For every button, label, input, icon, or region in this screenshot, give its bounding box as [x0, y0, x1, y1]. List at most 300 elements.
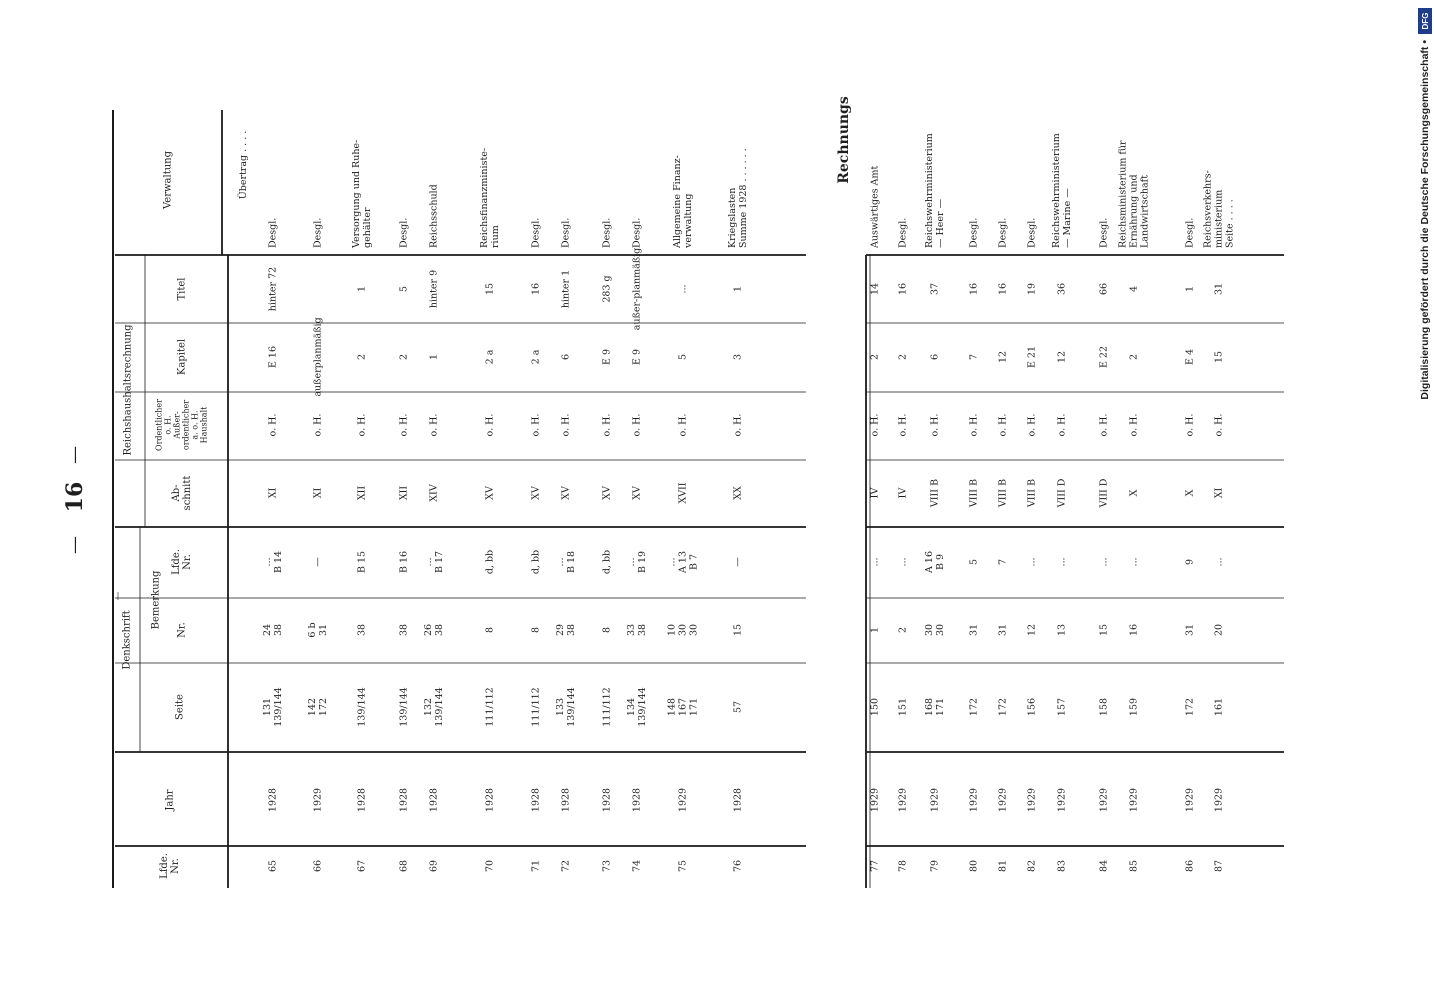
header-titel: Titel [176, 277, 188, 301]
table-row [262, 218, 284, 872]
row-verwaltung: Summe 1928 . . . . . . [738, 148, 749, 248]
row-abschnitt: IV [869, 487, 881, 499]
row-haushalt: o. H. [560, 413, 572, 437]
page-number [62, 446, 88, 554]
attribution-text: Digitalisierung gefördert durch die Deutsche Forschungsgemeinschaft • [1419, 40, 1431, 400]
header-jahr: Jahr [164, 789, 176, 811]
row-abschnitt: X [1128, 489, 1140, 497]
row-jahr: 1929 [312, 787, 324, 813]
row-jahr: 1928 [601, 787, 613, 813]
row-verwaltung: Desgl. [601, 217, 613, 248]
row-bemerkung-lfde: d, bb [530, 549, 542, 575]
row-abschnitt: VIII B [968, 478, 980, 508]
row-bemerkung-nr: 30 [935, 623, 946, 637]
row-haushalt: o. H. [267, 413, 279, 437]
row-bemerkung-lfde: ... [897, 557, 909, 567]
table-row [479, 148, 501, 872]
row-haushalt: o. H. [968, 413, 980, 437]
row-abschnitt: VIII B [929, 478, 941, 508]
row-nr: 65 [267, 859, 279, 873]
row-haushalt: o. H. [601, 413, 613, 437]
row-verwaltung: Reichsschuld [428, 184, 440, 248]
row-haushalt: o. H. [1213, 413, 1225, 437]
row-bemerkung-nr: 6 b [307, 622, 318, 638]
table-row [602, 218, 613, 872]
row-verwaltung: Desgl. [897, 217, 909, 248]
row-bemerkung-lfde: B 15 [356, 550, 368, 574]
row-nr: 72 [560, 859, 572, 873]
row-bemerkung-lfde: ... [555, 557, 566, 567]
row-bemerkung-lfde: — [732, 557, 744, 567]
header-haushalt: a. o. H. [190, 410, 200, 440]
row-bemerkung-nr: 31 [318, 623, 329, 637]
table-row [531, 218, 542, 872]
section-heading: Rechnungs [836, 96, 852, 184]
row-haushalt: o. H. [997, 413, 1009, 437]
row-seite: 151 [897, 697, 909, 717]
header-reichshaushaltsrechnung: Reichshaushaltsrechnung [122, 324, 134, 456]
row-bemerkung-lfde: ... [1128, 557, 1140, 567]
header-bem-nr: Nr. [176, 622, 188, 638]
row-haushalt: o. H. [484, 413, 496, 437]
table-row [1118, 140, 1151, 872]
row-kapitel: 12 [1056, 350, 1068, 364]
row-abschnitt: IV [897, 487, 909, 499]
row-bemerkung-nr: 33 [626, 623, 637, 637]
row-titel: hinter 1 [560, 269, 572, 309]
row-titel: 16 [968, 282, 980, 296]
row-seite: 131 [262, 697, 273, 717]
row-jahr: 1928 [631, 787, 643, 813]
row-seite: 172 [1184, 697, 1196, 717]
row-bemerkung-nr: 26 [423, 623, 434, 637]
row-bemerkung-nr: 1 [869, 626, 881, 634]
row-kapitel: E 16 [267, 345, 279, 369]
row-nr: 75 [677, 859, 689, 873]
row-seite: 161 [1213, 697, 1225, 717]
row-jahr: 1929 [1026, 787, 1038, 813]
row-abschnitt: XV [560, 486, 572, 500]
row-seite: 139/144 [398, 687, 410, 727]
row-verwaltung: Reichsministerium für [1117, 140, 1129, 248]
row-verwaltung: ministerium [1213, 189, 1225, 248]
row-nr: 69 [428, 859, 440, 873]
row-seite: 157 [1056, 697, 1068, 717]
row-titel: 14 [869, 282, 881, 296]
row-seite: 57 [732, 700, 744, 714]
row-abschnitt: X [1184, 489, 1196, 497]
row-haushalt: o. H. [312, 413, 324, 437]
row-seite: 111/112 [484, 687, 496, 727]
row-jahr: 1928 [484, 787, 496, 813]
row-abschnitt: XI [267, 487, 279, 499]
row-bemerkung-nr: 16 [1128, 623, 1140, 637]
page-number-text: 16 [62, 481, 88, 513]
row-titel: außer-planmäßig [631, 247, 643, 331]
row-seite: 111/112 [601, 687, 613, 727]
row-nr: 83 [1056, 859, 1068, 873]
row-titel: 283 g [601, 275, 613, 303]
row-nr: 76 [732, 859, 744, 873]
row-haushalt: o. H. [732, 413, 744, 437]
row-titel: 31 [1213, 282, 1225, 296]
row-kapitel: 2 [398, 353, 410, 361]
row-haushalt: o. H. [1026, 413, 1038, 437]
row-verwaltung: Landwirtschaft [1139, 174, 1151, 248]
table-row [1203, 170, 1236, 872]
row-bemerkung-nr: 30 [688, 623, 700, 637]
row-bemerkung-lfde: ... [262, 557, 273, 567]
row-bemerkung-lfde: 5 [968, 558, 980, 566]
row-titel: 1 [732, 285, 744, 293]
table-body [262, 133, 1236, 872]
row-bemerkung-nr: 30 [924, 623, 935, 637]
header-haushalt: Ordentlicher [154, 399, 164, 451]
header-bemerkung: Bemerkung [150, 570, 162, 630]
row-bemerkung-nr: 29 [555, 623, 566, 637]
header-haushalt: ordentlicher [181, 399, 191, 451]
row-abschnitt: VIII B [1026, 478, 1038, 508]
row-kapitel: 2 a [530, 349, 542, 365]
row-verwaltung: — Marine — [1062, 188, 1073, 248]
table-row [969, 218, 980, 872]
row-seite: 172 [318, 697, 329, 717]
row-verwaltung: Desgl. [1098, 217, 1110, 248]
row-abschnitt: VIII D [1098, 478, 1110, 508]
row-verwaltung: Desgl. [968, 217, 980, 248]
row-jahr: 1928 [267, 787, 279, 813]
row-jahr: 1928 [560, 787, 572, 813]
row-bemerkung-lfde: A 13 [677, 551, 689, 573]
row-bemerkung-lfde: d, bb [601, 549, 613, 575]
row-seite: 132 [423, 697, 434, 717]
row-haushalt: o. H. [428, 413, 440, 437]
row-kapitel: 7 [968, 353, 980, 361]
page-number-dash-left: — [64, 536, 85, 554]
row-nr: 86 [1184, 859, 1196, 873]
row-titel: 37 [929, 282, 941, 296]
row-jahr: 1929 [997, 787, 1009, 813]
row-bemerkung-nr: 12 [1026, 623, 1038, 637]
header-haushalt: o. H. [163, 415, 173, 435]
row-verwaltung: Auswärtiges Amt [869, 165, 881, 248]
row-seite: 111/112 [530, 687, 542, 727]
row-bemerkung-lfde: ... [1098, 557, 1110, 567]
table-row [626, 218, 648, 872]
row-bemerkung-lfde: B 16 [398, 550, 410, 574]
row-bemerkung-nr: 38 [434, 623, 445, 637]
row-seite: 167 [677, 697, 689, 717]
row-jahr: 1929 [869, 787, 881, 813]
row-bemerkung-nr: 24 [262, 623, 273, 637]
header-bem-lfde-nr: Lfde. [171, 549, 182, 575]
table-row [924, 133, 946, 872]
row-nr: 80 [968, 859, 980, 873]
row-bemerkung-lfde: — [312, 557, 324, 567]
row-nr: 79 [929, 859, 941, 873]
row-verwaltung: Desgl. [1026, 217, 1038, 248]
row-verwaltung: Ernährung und [1128, 174, 1140, 248]
row-seite: 172 [968, 697, 980, 717]
row-bemerkung-lfde: d, bb [484, 549, 496, 575]
row-titel: ... [677, 284, 689, 294]
row-kapitel: 2 a [484, 349, 496, 365]
row-haushalt: o. H. [869, 413, 881, 437]
row-titel: 16 [997, 282, 1009, 296]
row-bemerkung-lfde: ... [869, 557, 881, 567]
row-titel: hinter 72 [267, 266, 279, 312]
header-denkschrift: Denkschrift [121, 610, 133, 670]
row-kapitel: 6 [929, 353, 941, 361]
row-bemerkung-nr: 8 [484, 626, 496, 634]
row-jahr: 1929 [1213, 787, 1225, 813]
row-bemerkung-lfde: B 14 [273, 550, 284, 574]
row-nr: 66 [312, 859, 324, 873]
row-kapitel: 6 [560, 353, 572, 361]
row-bemerkung-nr: 31 [1184, 623, 1196, 637]
header-haushalt: Außer- [172, 411, 182, 439]
row-seite: 139/144 [434, 687, 445, 727]
table-header [122, 150, 209, 879]
row-bemerkung-lfde: ... [1056, 557, 1068, 567]
row-jahr: 1929 [968, 787, 980, 813]
row-bemerkung-nr: 38 [356, 623, 368, 637]
header-seite: Seite [174, 694, 186, 720]
row-nr: 74 [631, 859, 643, 873]
row-jahr: 1929 [1098, 787, 1110, 813]
row-kapitel: E 4 [1184, 349, 1196, 365]
row-abschnitt: VIII B [997, 478, 1009, 508]
page-number-dash-right: — [64, 446, 85, 464]
row-verwaltung: Reichsverkehrs- [1202, 170, 1214, 248]
row-bemerkung-lfde: B 18 [566, 550, 577, 574]
row-kapitel: 1 [428, 353, 440, 361]
row-verwaltung: Desgl. [530, 217, 542, 248]
row-bemerkung-nr: 8 [601, 626, 613, 634]
row-nr: 77 [869, 859, 881, 873]
row-nr: 78 [897, 859, 909, 873]
row-nr: 73 [601, 859, 613, 873]
attribution [1418, 8, 1432, 400]
row-verwaltung: — Heer — [935, 198, 946, 248]
row-haushalt: o. H. [530, 413, 542, 437]
row-seite: 158 [1098, 697, 1110, 717]
row-bemerkung-lfde: A 16 [924, 551, 935, 573]
row-titel: 1 [1184, 285, 1196, 293]
row-titel: 5 [398, 285, 410, 293]
row-bemerkung-nr: 10 [666, 623, 678, 637]
table-row [307, 218, 329, 872]
row-bemerkung-lfde: B 7 [688, 553, 700, 571]
row-bemerkung-nr: 15 [732, 623, 744, 637]
row-nr: 81 [997, 859, 1009, 873]
row-bemerkung-nr: 38 [273, 623, 284, 637]
row-bemerkung-lfde: B 17 [434, 550, 445, 574]
row-kapitel: 15 [1213, 350, 1225, 364]
row-verwaltung: rium [490, 225, 501, 248]
row-kapitel: 12 [997, 350, 1009, 364]
row-kapitel: 3 [732, 353, 744, 361]
table-row [1185, 218, 1196, 872]
row-seite: 139/144 [356, 687, 368, 727]
row-jahr: 1929 [1056, 787, 1068, 813]
row-bemerkung-nr: 31 [968, 623, 980, 637]
row-abschnitt: XII [398, 485, 410, 501]
row-jahr: 1928 [356, 787, 368, 813]
row-jahr: 1928 [530, 787, 542, 813]
header-lfde-nr: Nr. [170, 858, 181, 874]
row-bemerkung-nr: 13 [1056, 623, 1068, 637]
row-seite: 172 [997, 697, 1009, 717]
row-verwaltung: Allgemeine Finanz- [672, 155, 683, 248]
row-haushalt: o. H. [398, 413, 410, 437]
row-verwaltung: Reichsfinanzministe- [479, 147, 490, 248]
row-bemerkung-lfde: ... [626, 557, 637, 567]
table-row [1051, 133, 1073, 872]
row-bemerkung-lfde: ... [423, 557, 434, 567]
row-abschnitt: XIV [428, 484, 440, 502]
row-bemerkung-nr: 8 [530, 626, 542, 634]
row-haushalt: o. H. [356, 413, 368, 437]
table-row [727, 148, 749, 872]
row-haushalt: o. H. [677, 413, 689, 437]
table-row [555, 218, 577, 872]
row-haushalt: o. H. [1098, 413, 1110, 437]
row-titel: hinter 9 [428, 269, 440, 309]
row-haushalt: o. H. [1184, 413, 1196, 437]
row-nr: 87 [1213, 859, 1225, 873]
table-row [423, 184, 445, 872]
row-titel: 16 [530, 282, 542, 296]
row-titel: 36 [1056, 282, 1068, 296]
row-kapitel: außerplanmäßig [312, 317, 324, 397]
row-titel: 16 [897, 282, 909, 296]
row-bemerkung-lfde: ... [1026, 557, 1038, 567]
header-lfde-nr: Lfde. [159, 853, 170, 879]
row-jahr: 1929 [1128, 787, 1140, 813]
header-abschnitt: schnitt [182, 475, 193, 511]
row-kapitel: E 9 [631, 349, 643, 365]
row-haushalt: o. H. [1128, 413, 1140, 437]
row-seite: 156 [1026, 697, 1038, 717]
row-nr: 85 [1128, 859, 1140, 873]
row-abschnitt: XV [601, 486, 613, 500]
row-bemerkung-nr: 2 [897, 626, 909, 634]
row-bemerkung-nr: 30 [677, 623, 689, 637]
row-jahr: 1928 [428, 787, 440, 813]
row-kapitel: 2 [1128, 353, 1140, 361]
row-kapitel: E 21 [1026, 345, 1038, 369]
row-abschnitt: XX [732, 486, 744, 500]
row-bemerkung-nr: 15 [1098, 623, 1110, 637]
row-nr: 71 [530, 859, 542, 873]
row-bemerkung-lfde: B 19 [637, 550, 648, 574]
row-nr: 68 [398, 859, 410, 873]
row-abschnitt: VIII D [1056, 478, 1068, 508]
row-kapitel: E 9 [601, 349, 613, 365]
row-jahr: 1928 [398, 787, 410, 813]
row-bemerkung-lfde: 7 [997, 558, 1009, 566]
header-verwaltung: Verwaltung [162, 150, 174, 210]
dfg-logo-text: DFG [1421, 12, 1430, 30]
row-verwaltung: Desgl. [560, 217, 572, 248]
row-abschnitt: XII [356, 485, 368, 501]
header-bem-lfde-nr: Nr. [182, 554, 193, 570]
header-haushalt: Haushalt [199, 406, 209, 444]
row-haushalt: o. H. [929, 413, 941, 437]
row-seite: 139/144 [637, 687, 648, 727]
row-kapitel: 5 [677, 353, 689, 361]
row-verwaltung: verwaltung [683, 193, 694, 248]
row-seite: 171 [935, 697, 946, 717]
row-seite: 168 [924, 697, 935, 717]
row-verwaltung: Desgl. [267, 217, 279, 248]
row-abschnitt: XV [530, 486, 542, 500]
row-bemerkung-lfde: ... [1213, 557, 1225, 567]
row-seite: 159 [1128, 697, 1140, 717]
row-abschnitt: XI [312, 487, 324, 499]
row-titel: 66 [1098, 282, 1110, 296]
header-abschnitt: Ab- [171, 484, 182, 502]
row-titel: 15 [484, 282, 496, 296]
carry-over-label: Übertrag . . . . [238, 130, 249, 200]
row-haushalt: o. H. [897, 413, 909, 437]
row-abschnitt: XV [631, 486, 643, 500]
row-seite: 171 [688, 697, 700, 717]
row-verwaltung: Kriegslasten [727, 187, 738, 248]
row-kapitel: E 22 [1098, 345, 1110, 369]
row-nr: 84 [1098, 859, 1110, 873]
row-verwaltung: gehälter [362, 207, 373, 248]
row-bemerkung-nr: 38 [566, 623, 577, 637]
row-kapitel: 2 [869, 353, 881, 361]
row-seite: 134 [626, 697, 637, 717]
row-verwaltung: Versorgung und Ruhe- [351, 139, 362, 248]
row-bemerkung-nr: 20 [1213, 623, 1225, 637]
row-titel: 19 [1026, 282, 1038, 296]
table-row [898, 218, 909, 872]
row-abschnitt: XVII [677, 482, 689, 504]
header-kapitel: Kapitel [176, 338, 188, 376]
row-abschnitt: XV [484, 486, 496, 500]
row-jahr: 1929 [677, 787, 689, 813]
row-bemerkung-lfde: ... [666, 557, 678, 567]
row-seite: 133 [555, 697, 566, 717]
row-verwaltung: Desgl. [1184, 217, 1196, 248]
row-bemerkung-nr: 38 [637, 623, 648, 637]
row-nr: 70 [484, 859, 496, 873]
row-verwaltung: Reichswehrministerium [1051, 133, 1062, 248]
row-kapitel: 2 [356, 353, 368, 361]
table-row [399, 218, 410, 872]
row-verwaltung: Reichswehrministerium [924, 133, 935, 248]
row-seite: 142 [307, 697, 318, 717]
row-jahr: 1929 [897, 787, 909, 813]
row-verwaltung: Desgl. [312, 217, 324, 248]
table-row [351, 140, 373, 872]
row-titel: 4 [1128, 285, 1140, 293]
table-row [667, 155, 700, 872]
row-seite: 139/144 [566, 687, 577, 727]
row-verwaltung: Seite . . . . [1224, 199, 1236, 248]
row-abschnitt: XI [1213, 487, 1225, 499]
row-nr: 67 [356, 859, 368, 873]
row-seite: 150 [869, 697, 881, 717]
row-seite: 148 [666, 697, 678, 717]
row-bemerkung-nr: 31 [997, 623, 1009, 637]
row-jahr: 1928 [732, 787, 744, 813]
row-jahr: 1929 [1184, 787, 1196, 813]
